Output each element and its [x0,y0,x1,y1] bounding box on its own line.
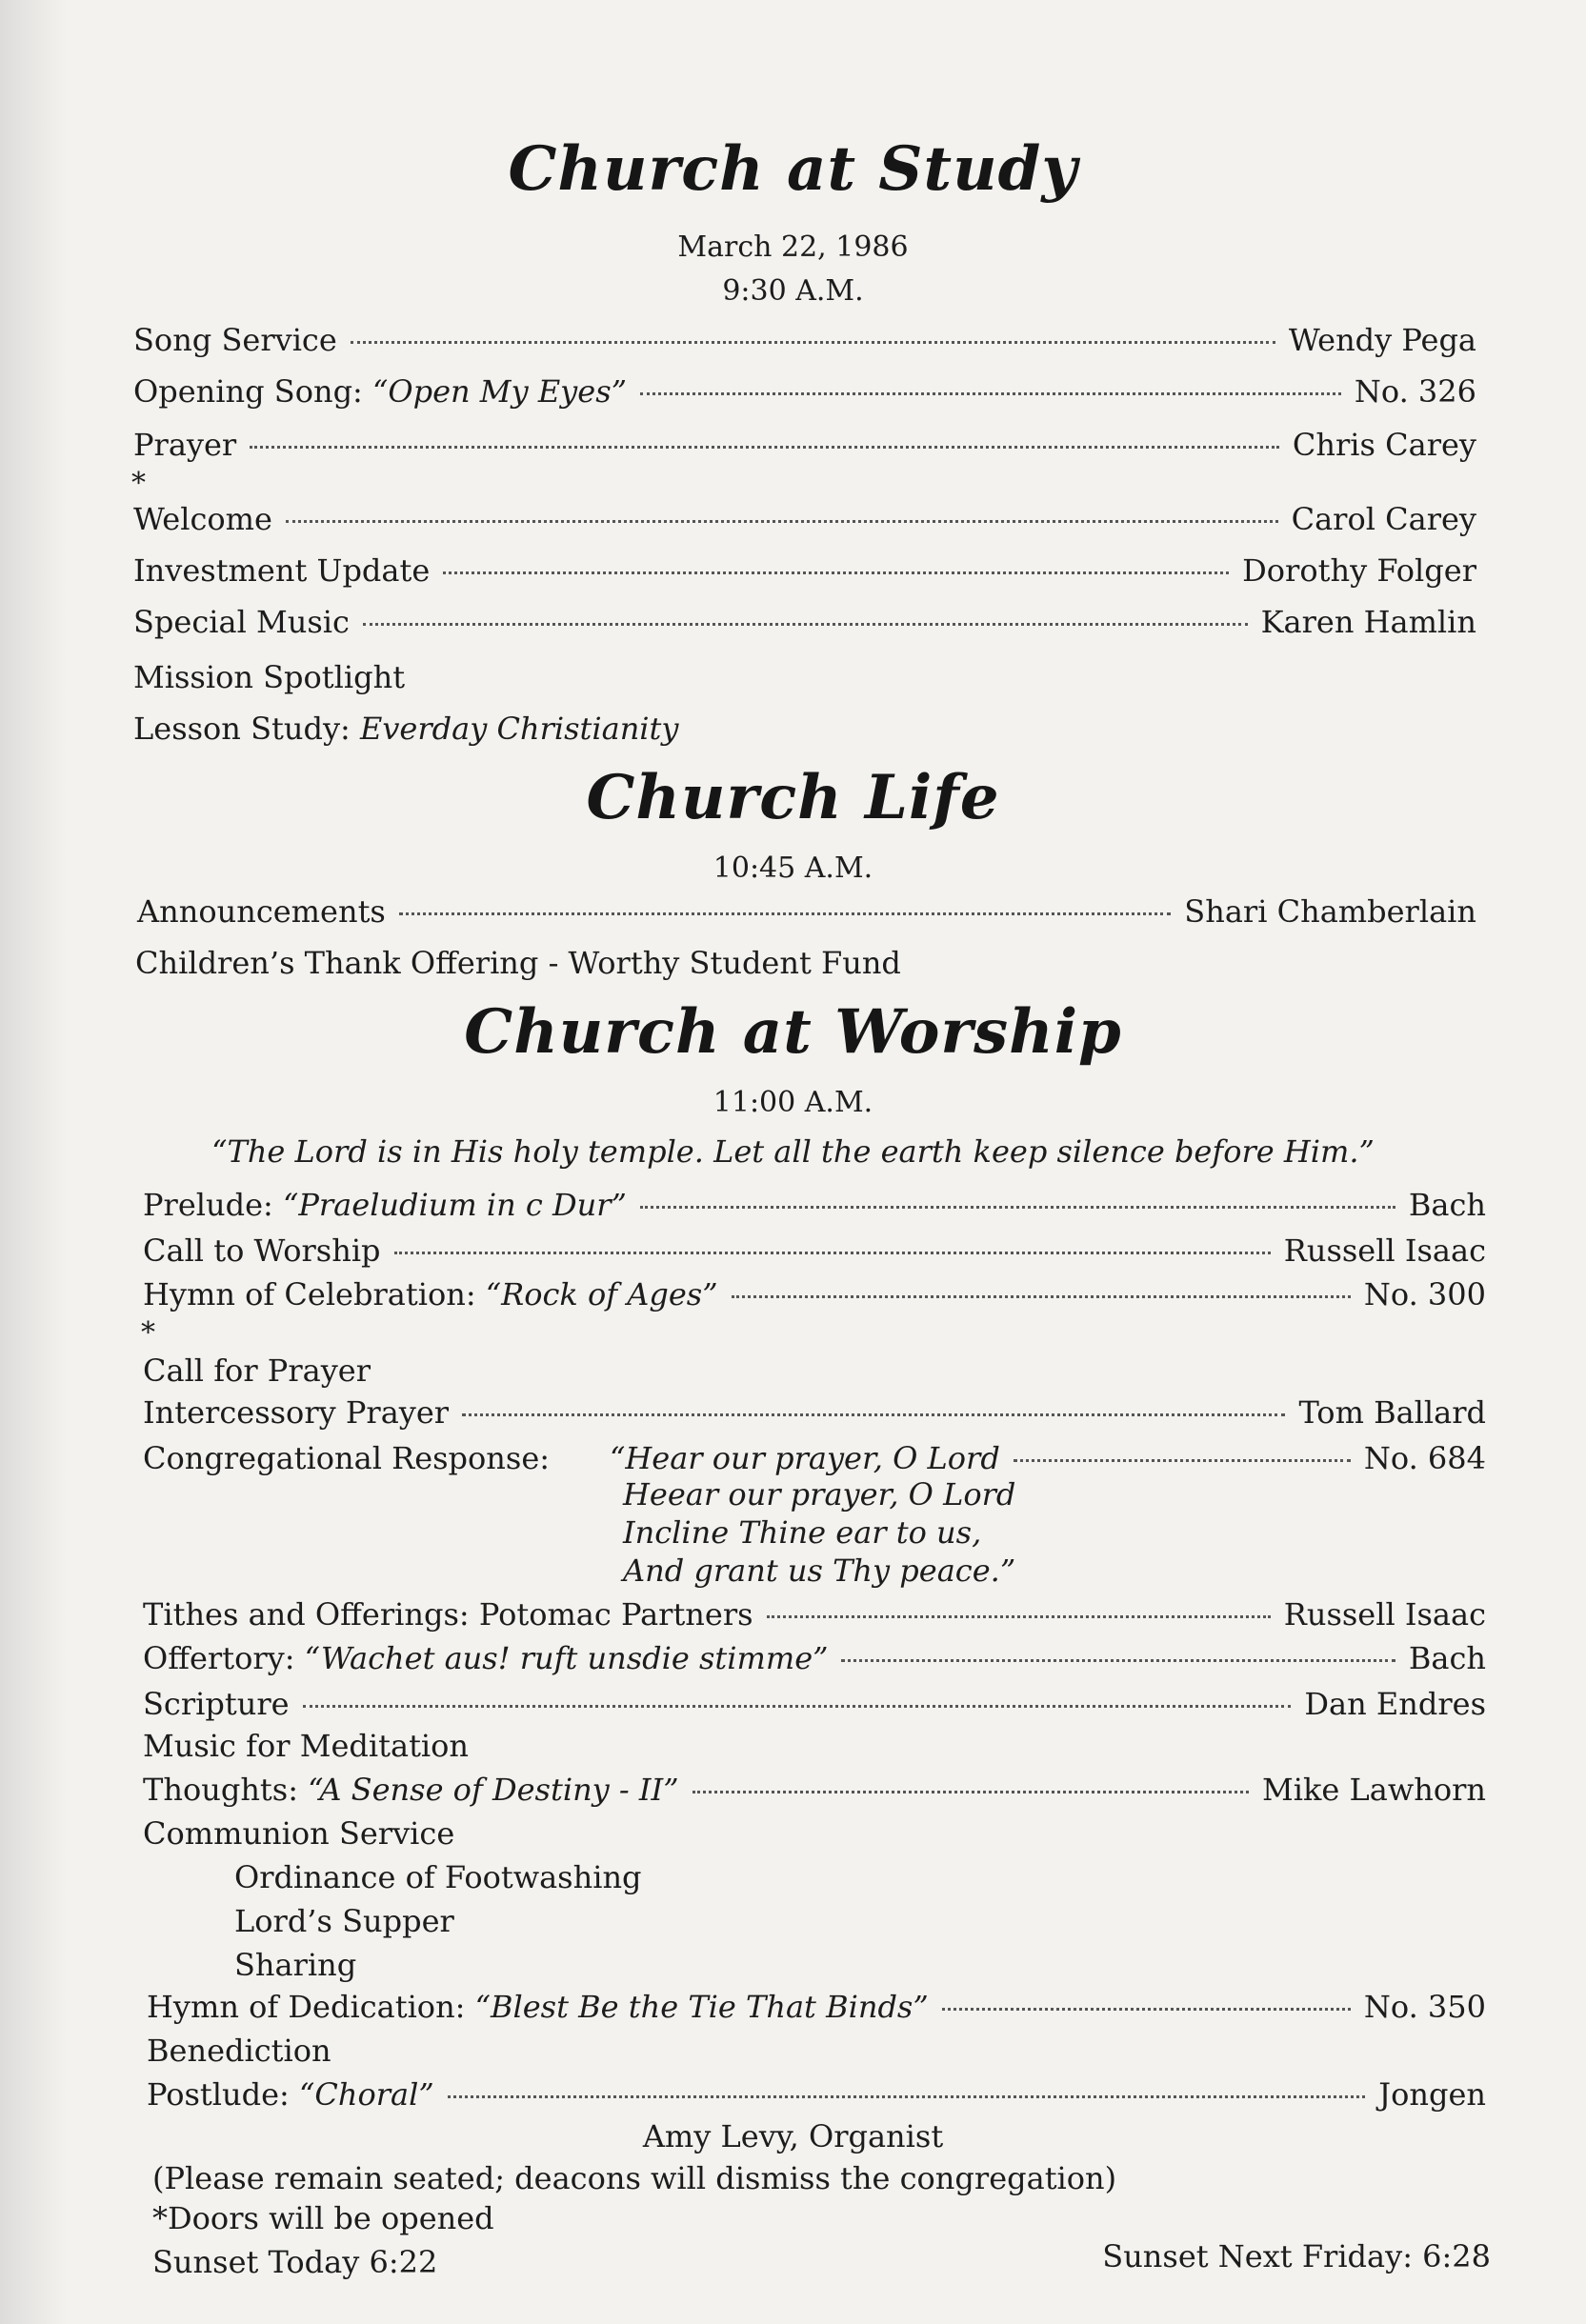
leader-dots [693,1791,1249,1793]
thoughts-row [143,1772,1486,1808]
item-label-text: Opening Song: [133,373,372,410]
item-label-text: Hymn of Celebration: [143,1276,486,1312]
announcements-row [137,893,1476,930]
response-first-row [610,1440,1486,1476]
item-value: Shari Chamberlain [1184,893,1476,930]
lesson-title: Everday Christianity [359,711,679,747]
offertory-row [143,1640,1486,1676]
leader-dots [250,446,1279,449]
item-value: No. 350 [1363,1989,1486,2025]
item-label: Prayer [133,427,237,463]
leader-dots [462,1413,1285,1416]
leader-dots [448,2095,1366,2098]
worship-quote: “The Lord is in His holy temple. Let all the earth keep silence before Him.” [211,1133,1375,1170]
leader-dots [443,571,1229,574]
leader-dots [732,1295,1351,1298]
prelude-row [143,1187,1486,1223]
leader-dots [303,1705,1292,1708]
item-label: Welcome [133,501,272,537]
item-label-text: Prelude: [143,1187,283,1223]
item-title: “A Sense of Destiny - II” [308,1772,679,1808]
response-line: Incline Thine ear to us, [623,1514,982,1551]
welcome-row [133,501,1476,537]
leader-dots [942,2008,1351,2011]
special-music-row [133,604,1476,640]
item-value: Chris Carey [1292,427,1476,463]
item-label: Call to Worship [143,1232,381,1269]
postlude-row [147,2076,1486,2113]
item-title: “Blest Be the Tie That Binds” [474,1989,929,2025]
item-label [147,2076,434,2113]
study-date: March 22, 1986 [677,230,909,264]
item-value: Russell Isaac [1283,1596,1486,1633]
leader-dots [1014,1459,1351,1462]
study-heading: Church at Study [508,133,1078,205]
intercessory-row [143,1394,1486,1431]
communion-item: Lord’s Supper [234,1903,454,1939]
leader-dots [767,1615,1271,1618]
item-label-text: Thoughts: [143,1772,309,1808]
communion-item: Ordinance of Footwashing [234,1859,642,1895]
call-to-worship-row [143,1232,1486,1269]
item-label: Intercessory Prayer [143,1394,450,1431]
life-time: 10:45 A.M. [713,851,873,885]
item-label: Tithes and Offerings: Potomac Partners [143,1596,753,1633]
thank-offering: Children’s Thank Offering - Worthy Student Fund [135,945,901,981]
doors-note: *Doors will be opened [152,2200,494,2236]
lesson-study [133,711,678,747]
communion-item: Sharing [234,1947,357,1983]
item-value: Jongen [1378,2076,1486,2113]
star-marker: * [141,1316,155,1350]
scripture-row [143,1686,1486,1722]
item-label-text: Postlude: [147,2076,299,2113]
item-value: Bach [1408,1640,1486,1676]
item-label: Special Music [133,604,350,640]
item-label: Announcements [137,893,386,930]
prayer-row [133,427,1476,463]
item-label [147,1989,929,2025]
response-label: Congregational Response: [143,1440,551,1476]
item-value: Dan Endres [1304,1686,1486,1722]
hymn-celebration-row [143,1276,1486,1312]
hymn-dedication-row [147,1989,1486,2025]
item-title: “Wachet aus! ruft unsdie stimme” [304,1640,829,1676]
item-title: “Rock of Ages” [485,1276,718,1312]
benediction: Benediction [147,2033,331,2069]
life-heading: Church Life [586,762,1000,833]
item-label [143,1276,718,1312]
response-line: “Hear our prayer, O Lord [610,1440,1000,1476]
organist: Amy Levy, Organist [642,2118,944,2154]
item-value: Russell Isaac [1283,1232,1486,1269]
worship-time: 11:00 A.M. [713,1086,873,1119]
leader-dots [394,1252,1271,1254]
item-value: Tom Ballard [1298,1394,1486,1431]
dismiss-note: (Please remain seated; deacons will dismiss the congregation) [152,2160,1117,2196]
item-value: No. 326 [1354,373,1476,410]
leader-dots [841,1659,1395,1662]
leader-dots [399,912,1171,915]
item-label-text: Hymn of Dedication: [147,1989,475,2025]
item-value: Bach [1408,1187,1486,1223]
item-title: “Choral” [299,2076,434,2113]
communion-service: Communion Service [143,1815,455,1852]
star-marker: * [131,467,146,500]
item-value: No. 300 [1363,1276,1486,1312]
mission-spotlight: Mission Spotlight [133,659,406,695]
leader-dots [640,392,1341,395]
item-value: Karen Hamlin [1260,604,1476,640]
study-time: 9:30 A.M. [722,274,864,308]
lesson-label: Lesson Study: [133,711,360,747]
investment-row [133,552,1476,589]
item-label [133,373,627,410]
sunset-next-friday: Sunset Next Friday: 6:28 [1102,2238,1491,2274]
call-for-prayer: Call for Prayer [143,1352,371,1389]
item-value: Carol Carey [1291,501,1476,537]
item-value: No. 684 [1363,1440,1486,1476]
item-label: Investment Update [133,552,431,589]
tithes-row [143,1596,1486,1633]
item-title: “Open My Eyes” [372,373,627,410]
item-value: Dorothy Folger [1242,552,1476,589]
leader-dots [363,623,1248,626]
response-line: Heear our prayer, O Lord [623,1476,1016,1513]
opening-song-row [133,373,1476,410]
item-label [143,1772,679,1808]
item-label [143,1640,828,1676]
sunset-today: Sunset Today 6:22 [152,2244,438,2280]
item-label-text: Offertory: [143,1640,305,1676]
item-label: Scripture [143,1686,290,1722]
worship-heading: Church at Worship [464,996,1122,1068]
item-value: Mike Lawhorn [1262,1772,1486,1808]
leader-dots [286,520,1278,523]
leader-dots [351,341,1275,344]
item-title: “Praeludium in c Dur” [282,1187,627,1223]
music-for-meditation: Music for Meditation [143,1728,470,1764]
leader-dots [640,1206,1395,1209]
item-value: Wendy Pega [1288,322,1476,358]
item-label [143,1187,627,1223]
item-label: Song Service [133,322,337,358]
response-line: And grant us Thy peace.” [623,1553,1016,1589]
song-service-row [133,322,1476,358]
